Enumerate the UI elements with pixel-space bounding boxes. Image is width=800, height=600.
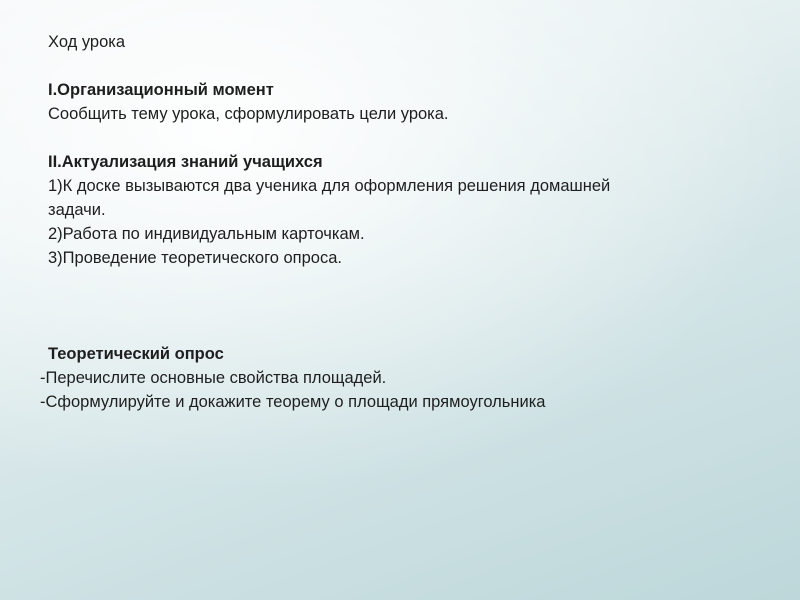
actualization-item: 3)Проведение теоретического опроса. bbox=[48, 249, 342, 267]
actualization-item: задачи. bbox=[48, 201, 106, 219]
section-organizational-heading: I.Организационный момент bbox=[48, 81, 274, 99]
actualization-item: 1)К доске вызываются два ученика для оформления решения домашней bbox=[48, 177, 611, 195]
actualization-item: 2)Работа по индивидуальным карточкам. bbox=[48, 225, 365, 243]
survey-item: -Перечислите основные свойства площадей. bbox=[40, 369, 387, 387]
survey-item: -Сформулируйте и докажите теорему о площади прямоугольника bbox=[40, 393, 546, 411]
section-actualization-heading: II.Актуализация знаний учащихся bbox=[48, 153, 323, 171]
section-survey-heading: Теоретический опрос bbox=[48, 345, 224, 363]
section-organizational-text: Сообщить тему урока, сформулировать цели урока. bbox=[48, 105, 449, 123]
slide-title: Ход урока bbox=[48, 33, 126, 51]
